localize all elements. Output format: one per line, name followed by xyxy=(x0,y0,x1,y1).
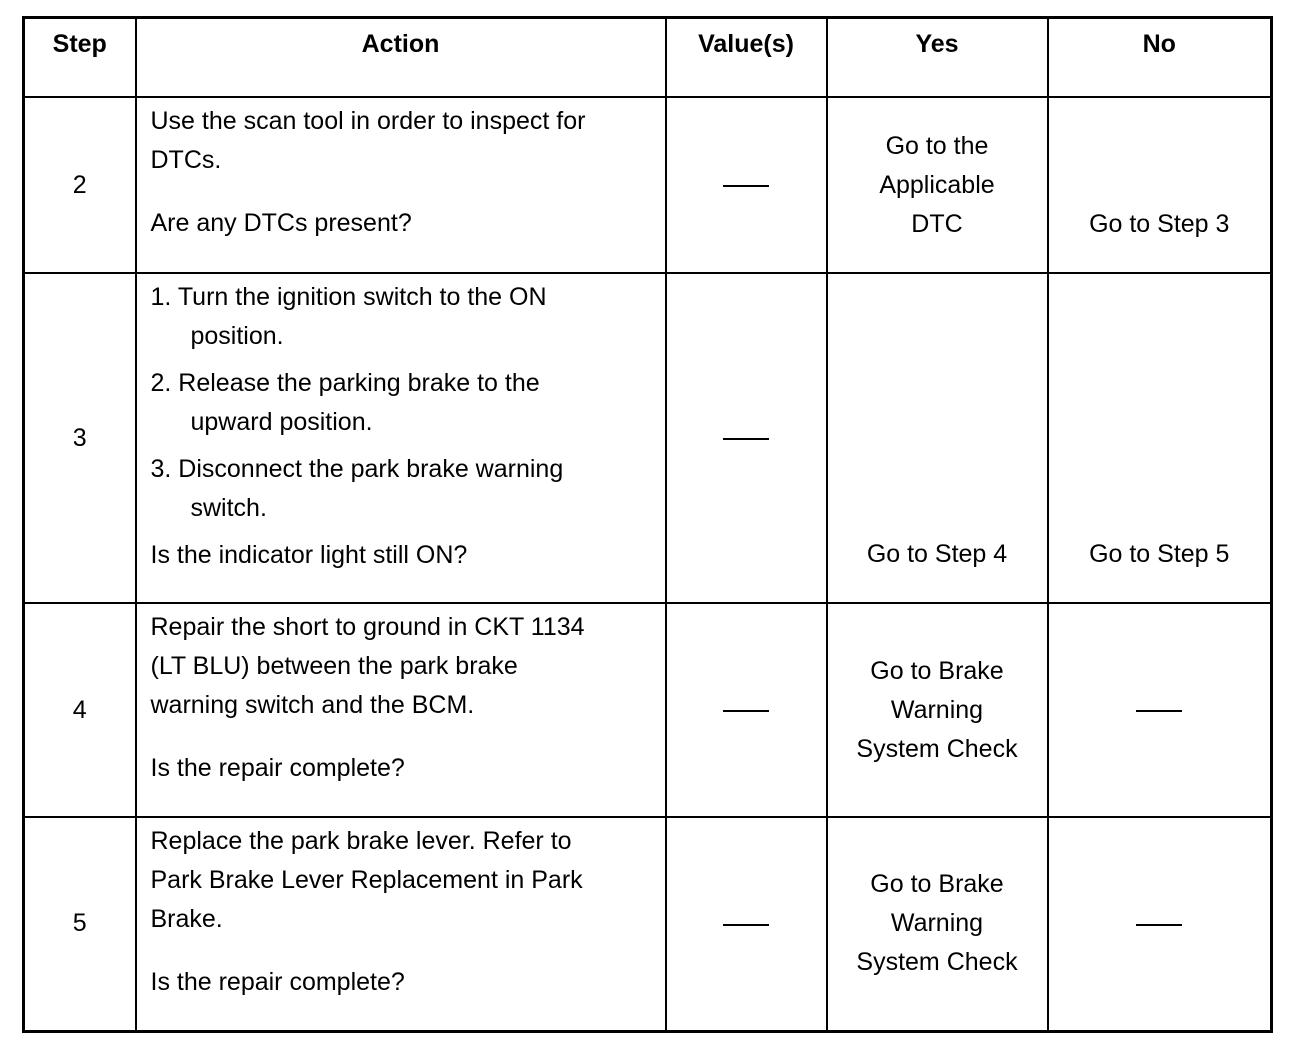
step-number: 3 xyxy=(24,273,136,603)
yes-line: Go to Brake xyxy=(870,656,1004,685)
action-steps-list xyxy=(151,278,651,528)
step-number: 4 xyxy=(24,603,136,817)
yes-line: Warning xyxy=(890,695,984,724)
action-cell xyxy=(136,97,666,273)
empty-dash xyxy=(1136,710,1182,712)
empty-dash xyxy=(723,438,769,440)
table-row-step-4 xyxy=(24,603,1272,817)
step-number: 2 xyxy=(24,97,136,273)
yes-line: System Check xyxy=(856,734,1018,763)
header-no: No xyxy=(1048,18,1272,98)
diagnostic-table xyxy=(22,16,1273,1033)
action-step-text: switch. xyxy=(190,494,267,522)
header-values: Value(s) xyxy=(666,18,827,98)
yes-line: System Check xyxy=(856,948,1018,977)
action-step-text: 2. Release the parking brake to the xyxy=(150,369,540,397)
action-step-text: 3. Disconnect the park brake warning xyxy=(150,455,564,483)
action-line: warning switch and the BCM. xyxy=(150,691,475,719)
diagnostic-table-sheet xyxy=(22,16,1270,1022)
action-step-text: upward position. xyxy=(190,408,373,436)
action-step-item xyxy=(151,364,651,442)
action-cell xyxy=(136,817,666,1031)
header-yes: Yes xyxy=(827,18,1048,98)
empty-dash xyxy=(723,924,769,926)
action-line: Replace the park brake lever. Refer to xyxy=(150,827,572,855)
table-row-step-3 xyxy=(24,273,1272,603)
step-number: 5 xyxy=(24,817,136,1031)
action-question: Is the repair complete? xyxy=(150,968,405,996)
no-cell xyxy=(1048,817,1272,1031)
empty-dash xyxy=(1136,924,1182,926)
empty-dash xyxy=(723,185,769,187)
yes-cell xyxy=(827,97,1048,273)
header-step: Step xyxy=(24,18,136,98)
yes-cell xyxy=(827,817,1048,1031)
empty-dash xyxy=(723,710,769,712)
yes-line: Go to Brake xyxy=(870,870,1004,899)
no-cell: Go to Step 3 xyxy=(1048,97,1272,273)
value-cell xyxy=(666,817,827,1031)
action-line: (LT BLU) between the park brake xyxy=(150,652,518,680)
yes-line: Go to the xyxy=(885,131,989,160)
header-action: Action xyxy=(136,18,666,98)
yes-cell xyxy=(827,603,1048,817)
yes-line: Warning xyxy=(890,909,984,938)
action-line: Park Brake Lever Replacement in Park xyxy=(150,866,583,894)
action-cell xyxy=(136,603,666,817)
value-cell xyxy=(666,97,827,273)
action-question: Is the indicator light still ON? xyxy=(150,541,468,569)
action-text xyxy=(151,822,651,939)
action-text xyxy=(151,102,651,180)
action-line: Use the scan tool in order to inspect for xyxy=(150,107,586,135)
action-step-text: position. xyxy=(190,322,284,350)
value-cell xyxy=(666,603,827,817)
header-row xyxy=(24,18,1272,98)
action-step-item xyxy=(151,278,651,356)
table-row-step-5 xyxy=(24,817,1272,1031)
yes-cell: Go to Step 4 xyxy=(827,273,1048,603)
yes-line: Applicable xyxy=(879,170,995,199)
action-step-text: 1. Turn the ignition switch to the ON xyxy=(150,283,547,311)
action-line: Repair the short to ground in CKT 1134 xyxy=(150,613,585,641)
action-line: Brake. xyxy=(150,905,223,933)
action-step-item xyxy=(151,450,651,528)
action-line: DTCs. xyxy=(150,146,222,174)
no-cell xyxy=(1048,603,1272,817)
action-question: Are any DTCs present? xyxy=(150,209,412,237)
table-row-step-2 xyxy=(24,97,1272,273)
action-question: Is the repair complete? xyxy=(150,754,405,782)
no-cell: Go to Step 5 xyxy=(1048,273,1272,603)
action-cell xyxy=(136,273,666,603)
action-text xyxy=(151,608,651,725)
yes-line: DTC xyxy=(911,209,963,238)
value-cell xyxy=(666,273,827,603)
